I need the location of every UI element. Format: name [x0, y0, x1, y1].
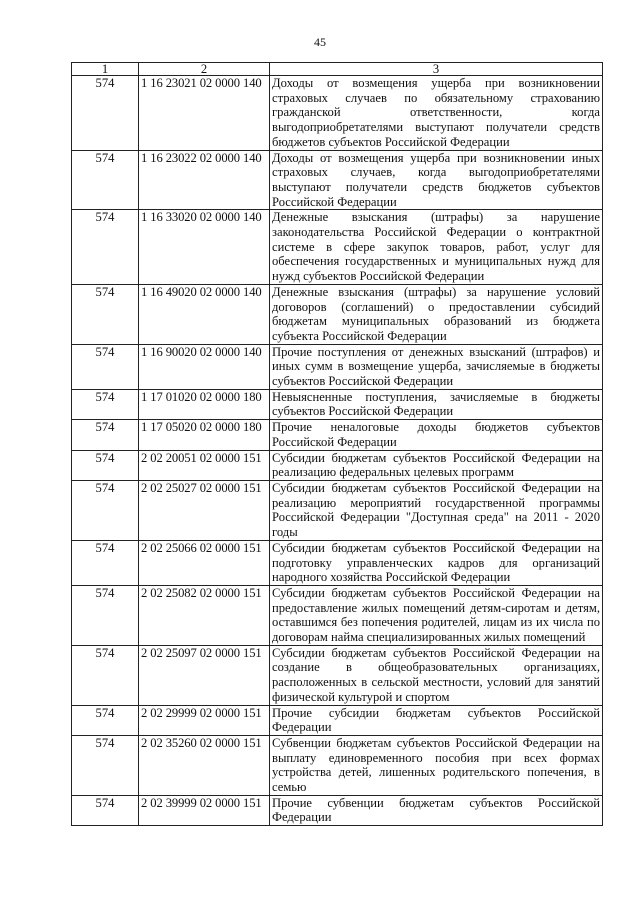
table-header-row: [72, 63, 603, 76]
revenue-description-cell: Доходы от возмещения ущерба при возникновении иных страховых случаев, когда выгодоприобретателями выступают получатели средств бюджетов субъектов Российской Федерации: [270, 150, 603, 210]
revenue-description-cell: Доходы от возмещения ущерба при возникновении страховых случаев по обязательному страхованию гражданской ответственности, когда выгодоприобретателями выступают получатели средств бюджетов субъектов Российской Федерации: [270, 76, 603, 151]
admin-code-cell: 574: [72, 389, 139, 419]
table-row: [72, 450, 603, 480]
revenue-description-cell: Невыясненные поступления, зачисляемые в бюджеты субъектов Российской Федерации: [270, 389, 603, 419]
admin-code-cell: 574: [72, 150, 139, 210]
table-row: [72, 795, 603, 825]
revenue-code-cell: 2 02 29999 02 0000 151: [139, 705, 270, 735]
admin-code-cell: 574: [72, 450, 139, 480]
admin-code-cell: 574: [72, 645, 139, 705]
column-header-2: 2: [139, 63, 270, 76]
revenue-codes-table: [71, 62, 603, 826]
table-row: [72, 645, 603, 705]
revenue-description-cell: Прочие субсидии бюджетам субъектов Российской Федерации: [270, 705, 603, 735]
revenue-description-cell: Субсидии бюджетам субъектов Российской Федерации на подготовку управленческих кадров для организаций народного хозяйства Российской Федерации: [270, 540, 603, 585]
revenue-description-cell: Субсидии бюджетам субъектов Российской Федерации на реализацию федеральных целевых программ: [270, 450, 603, 480]
revenue-description-cell: Денежные взыскания (штрафы) за нарушение законодательства Российской Федерации о контрактной системе в сфере закупок товаров, работ, услуг для обеспечения государственных и муниципальных нужд для нужд субъектов Российской Федерации: [270, 210, 603, 285]
admin-code-cell: 574: [72, 420, 139, 450]
revenue-code-cell: 1 16 90020 02 0000 140: [139, 344, 270, 389]
table-row: [72, 480, 603, 540]
revenue-description-cell: Субсидии бюджетам субъектов Российской Федерации на предоставление жилых помещений детям-сиротам и детям, оставшимся без попечения родителей, лицам из их числа по договорам найма специализированных жилых помещений: [270, 585, 603, 645]
revenue-code-cell: 1 17 01020 02 0000 180: [139, 389, 270, 419]
revenue-description-cell: Субсидии бюджетам субъектов Российской Федерации на реализацию мероприятий государственной программы Российской Федерации "Доступная среда" на 2011 - 2020 годы: [270, 480, 603, 540]
admin-code-cell: 574: [72, 705, 139, 735]
table-row: [72, 705, 603, 735]
revenue-code-cell: 1 16 23021 02 0000 140: [139, 76, 270, 151]
revenue-description-cell: Денежные взыскания (штрафы) за нарушение условий договоров (соглашений) о предоставлении субсидий бюджетам муниципальных образований из бюджета субъекта Российской Федерации: [270, 284, 603, 344]
table-row: [72, 540, 603, 585]
column-header-1: 1: [72, 63, 139, 76]
revenue-code-cell: 2 02 25066 02 0000 151: [139, 540, 270, 585]
revenue-code-cell: 1 17 05020 02 0000 180: [139, 420, 270, 450]
admin-code-cell: 574: [72, 480, 139, 540]
revenue-code-cell: 1 16 33020 02 0000 140: [139, 210, 270, 285]
table-row: [72, 735, 603, 795]
admin-code-cell: 574: [72, 735, 139, 795]
revenue-code-cell: 2 02 25097 02 0000 151: [139, 645, 270, 705]
admin-code-cell: 574: [72, 76, 139, 151]
admin-code-cell: 574: [72, 795, 139, 825]
table-row: [72, 284, 603, 344]
revenue-description-cell: Прочие неналоговые доходы бюджетов субъектов Российской Федерации: [270, 420, 603, 450]
admin-code-cell: 574: [72, 344, 139, 389]
revenue-description-cell: Субсидии бюджетам субъектов Российской Федерации на создание в общеобразовательных организациях, расположенных в сельской местности, условий для занятий физической культурой и спортом: [270, 645, 603, 705]
table-row: [72, 420, 603, 450]
revenue-description-cell: Прочие поступления от денежных взысканий (штрафов) и иных сумм в возмещение ущерба, зачисляемые в бюджеты субъектов Российской Федерации: [270, 344, 603, 389]
revenue-code-cell: 1 16 23022 02 0000 140: [139, 150, 270, 210]
revenue-description-cell: Прочие субвенции бюджетам субъектов Российской Федерации: [270, 795, 603, 825]
revenue-code-cell: 1 16 49020 02 0000 140: [139, 284, 270, 344]
admin-code-cell: 574: [72, 284, 139, 344]
revenue-description-cell: Субвенции бюджетам субъектов Российской Федерации на выплату единовременного пособия при всех формах устройства детей, лишенных родительского попечения, в семью: [270, 735, 603, 795]
table-row: [72, 210, 603, 285]
table-row: [72, 344, 603, 389]
revenue-code-cell: 2 02 35260 02 0000 151: [139, 735, 270, 795]
revenue-code-cell: 2 02 20051 02 0000 151: [139, 450, 270, 480]
revenue-code-cell: 2 02 39999 02 0000 151: [139, 795, 270, 825]
page-number: 45: [314, 35, 326, 49]
admin-code-cell: 574: [72, 210, 139, 285]
admin-code-cell: 574: [72, 585, 139, 645]
revenue-code-cell: 2 02 25027 02 0000 151: [139, 480, 270, 540]
table-row: [72, 585, 603, 645]
revenue-code-cell: 2 02 25082 02 0000 151: [139, 585, 270, 645]
table-row: [72, 389, 603, 419]
table-row: [72, 76, 603, 151]
admin-code-cell: 574: [72, 540, 139, 585]
table-row: [72, 150, 603, 210]
column-header-3: 3: [270, 63, 603, 76]
